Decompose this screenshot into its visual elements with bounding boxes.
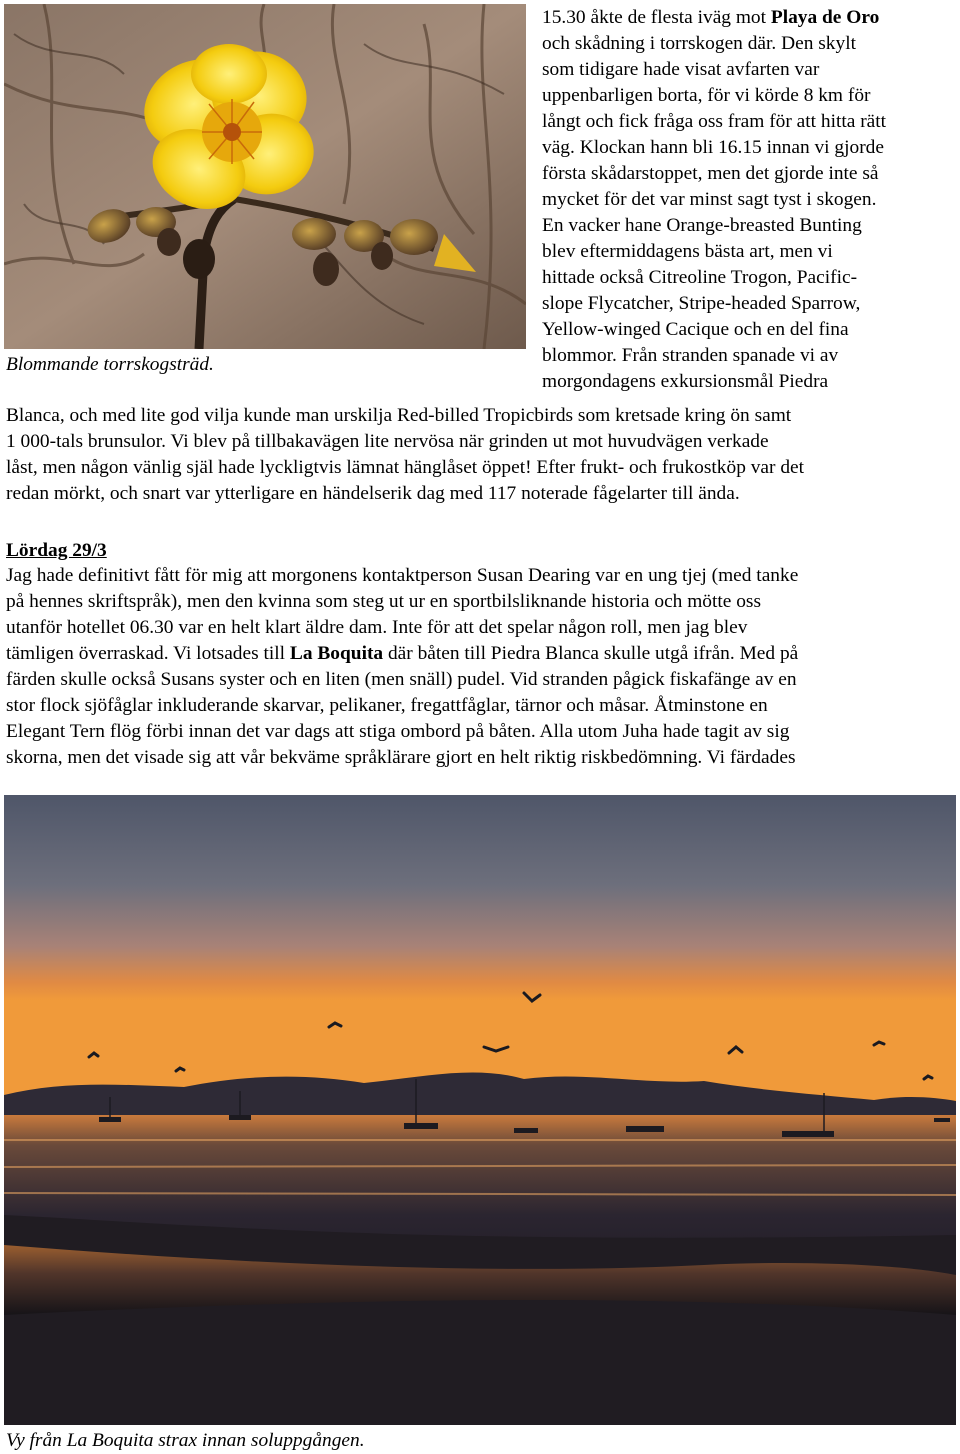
text-line: En vacker hane Orange-breasted Bunting	[542, 215, 862, 236]
text-line: blev eftermiddagens bästa art, men vi	[542, 241, 833, 262]
text-line: och skådning i torrskogen där. Den skylt	[542, 33, 856, 54]
sunset-photo-caption: Vy från La Boquita strax innan soluppgången.	[6, 1430, 365, 1451]
text-line: redan mörkt, och snart var ytterligare en händelserik dag med 117 noterade fågelarter till ända.	[6, 483, 740, 504]
section-heading: Lördag 29/3	[6, 540, 107, 561]
text-line: stor flock sjöfåglar inkluderande skarvar, pelikaner, fregattfåglar, tärnor och måsar. Åtminstone en	[6, 695, 768, 716]
text-line: utanför hotellet 06.30 var en helt klart äldre dam. Inte för att det spelar någon roll, men jag blev	[6, 617, 748, 638]
flower-photo	[4, 4, 526, 349]
text-line: första skådarstoppet, men det gjorde inte så	[542, 163, 879, 184]
text-line: färden skulle också Susans syster och en liten (men snäll) pudel. Vid stranden pågick fiskafänge av en	[6, 669, 797, 690]
sunset-photo	[4, 795, 956, 1425]
paragraph-continuation	[6, 403, 956, 507]
text-line: mycket för det var minst sagt tyst i skogen.	[542, 189, 877, 210]
text-line: som tidigare hade visat avfarten var	[542, 59, 820, 80]
section-paragraph	[6, 563, 956, 771]
flower-photo-caption: Blommande torrskogsträd.	[6, 354, 214, 375]
text-line: Elegant Tern flög förbi innan det var dags att stiga ombord på båten. Alla utom Juha hade tagit av sig	[6, 721, 790, 742]
right-column-text	[542, 5, 958, 395]
text-line: Blanca, och med lite god vilja kunde man urskilja Red-billed Tropicbirds som kretsade kring ön samt	[6, 405, 792, 426]
text-line: blommor. Från stranden spanade vi av	[542, 345, 839, 366]
text-line: tämligen överraskad. Vi lotsades till La Boquita där båten till Piedra Blanca skulle utgå ifrån. Med på	[6, 643, 799, 664]
text-line: långt och fick fråga oss fram för att hitta rätt	[542, 111, 887, 132]
text-line: uppenbarligen borta, för vi körde 8 km för	[542, 85, 871, 106]
text-line: 15.30 åkte de flesta iväg mot Playa de Oro	[542, 7, 880, 28]
text-line: på hennes skriftspråk), men den kvinna som steg ut ur en sportbilsliknande historia och mötte oss	[6, 591, 762, 612]
text-line: låst, men någon vänlig själ hade lyckligtvis lämnat hänglåset öppet! Efter frukt- och frukostköp var det	[6, 457, 805, 478]
text-line: 1 000-tals brunsulor. Vi blev på tillbakavägen lite nervösa när grinden ut mot huvudvägen verkade	[6, 431, 769, 452]
text-line: slope Flycatcher, Stripe-headed Sparrow,	[542, 293, 861, 314]
text-line: skorna, men det visade sig att vår bekväme språklärare gjort en helt riktig riskbedömning. Vi färdades	[6, 747, 796, 768]
text-line: väg. Klockan hann bli 16.15 innan vi gjorde	[542, 137, 884, 158]
text-line: hittade också Citreoline Trogon, Pacific-	[542, 267, 858, 288]
text-line: Jag hade definitivt fått för mig att morgonens kontaktperson Susan Dearing var en ung tjej (med tanke	[6, 565, 799, 586]
text-line: morgondagens exkursionsmål Piedra	[542, 371, 829, 392]
text-line: Yellow-winged Cacique och en del fina	[542, 319, 849, 340]
